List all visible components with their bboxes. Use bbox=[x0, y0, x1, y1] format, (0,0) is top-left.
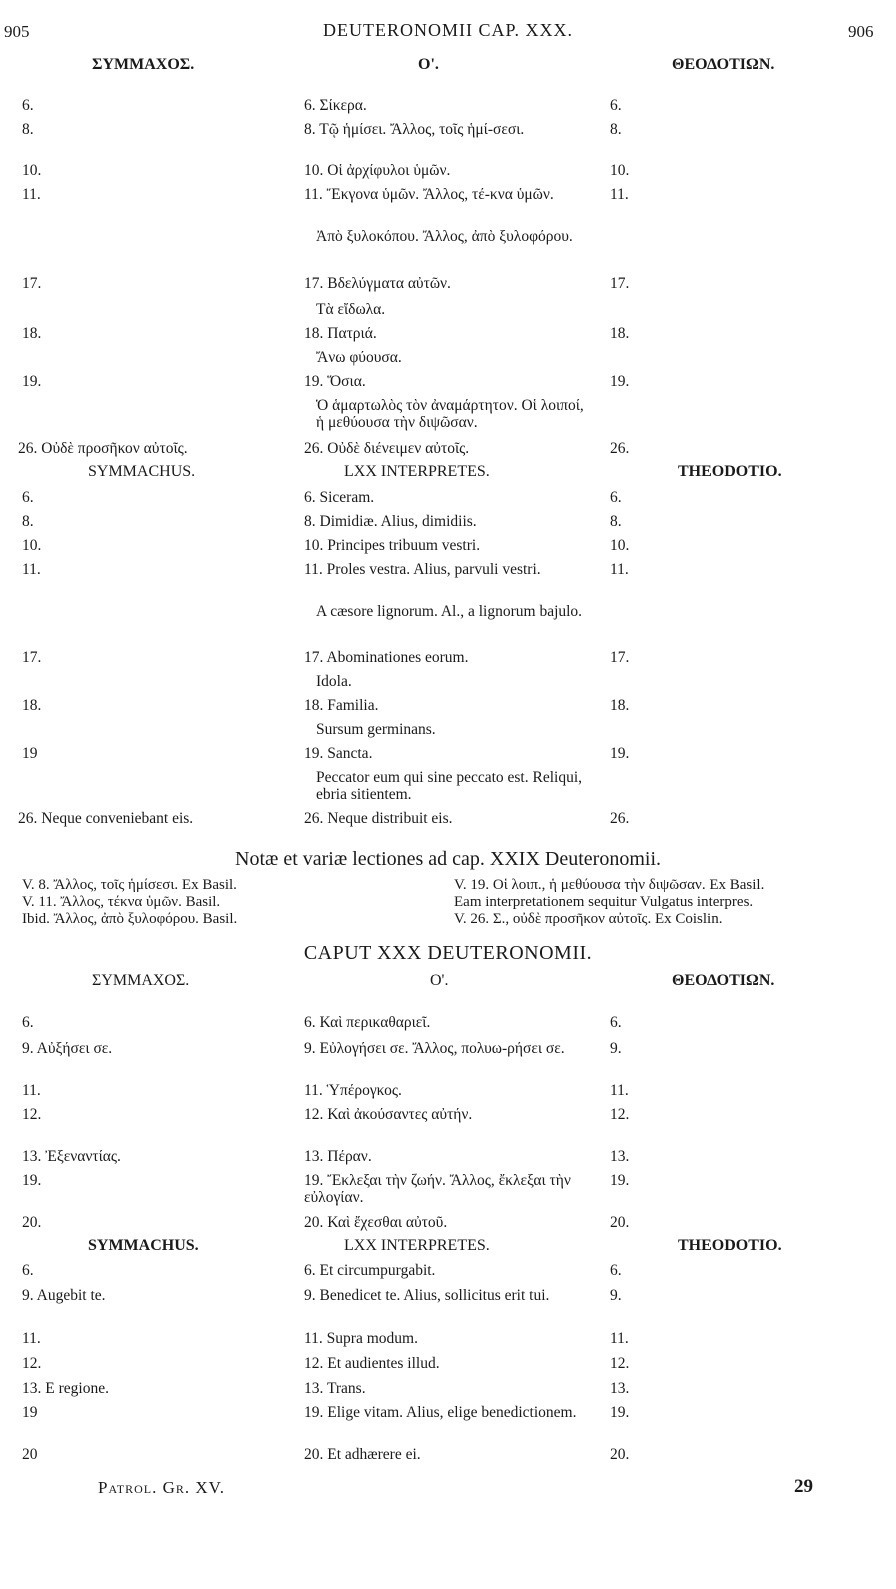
theodotion-cell: 10. bbox=[610, 162, 630, 179]
lxx-cell: Peccator eum qui sine peccato est. Reliqui, ebria sitientem. bbox=[316, 769, 582, 803]
theodotion-cell: 18. bbox=[610, 697, 630, 714]
theodotion-cell: 19. bbox=[610, 1172, 630, 1189]
column-header-lxx-latin: LXX INTERPRETES. bbox=[344, 1237, 490, 1254]
lxx-cell: 6. Σίκερα. bbox=[304, 97, 367, 114]
symmachus-cell: 6. bbox=[22, 97, 34, 114]
lxx-cell: 6. Et circumpurgabit. bbox=[304, 1262, 436, 1279]
theodotion-cell: 12. bbox=[610, 1106, 630, 1123]
symmachus-cell: 9. Augebit te. bbox=[22, 1287, 106, 1304]
lxx-cell: 11. Supra modum. bbox=[304, 1330, 418, 1347]
symmachus-cell: 10. bbox=[22, 537, 42, 554]
lxx-cell: Idola. bbox=[316, 673, 352, 690]
theodotion-cell: 19. bbox=[610, 745, 630, 762]
lxx-cell: A cæsore lignorum. Al., a lignorum bajulo. bbox=[316, 603, 583, 620]
lxx-cell: 17. Abominationes eorum. bbox=[304, 649, 469, 666]
note-left: V. 8. Ἄλλος, τοῖς ἡμίσεσι. Ex Basil. bbox=[22, 877, 237, 893]
signature-mark: Patrol. Gr. XV. bbox=[98, 1478, 226, 1497]
symmachus-cell: 26. Οὐδὲ προσῆκον αὐτοῖς. bbox=[18, 440, 188, 457]
lxx-cell: Ἄνω φύουσα. bbox=[316, 349, 402, 366]
lxx-cell: 19. Ὅσια. bbox=[304, 373, 366, 390]
symmachus-cell: 26. Neque conveniebant eis. bbox=[18, 810, 194, 827]
column-header-theodotion-greek: ΘΕΟΔΟΤΙΩΝ. bbox=[672, 972, 775, 989]
symmachus-cell: 11. bbox=[22, 1330, 41, 1347]
theodotion-cell: 13. bbox=[610, 1380, 630, 1397]
theodotion-cell: 20. bbox=[610, 1214, 630, 1231]
symmachus-cell: 10. bbox=[22, 162, 42, 179]
symmachus-cell: 11. bbox=[22, 1082, 41, 1099]
column-header-theodotion-latin: THEODOTIO. bbox=[678, 463, 782, 480]
lxx-cell: 10. Οἱ ἀρχίφυλοι ὑμῶν. bbox=[304, 162, 451, 179]
lxx-cell: 19. Ἔκλεξαι τὴν ζωήν. Ἄλλος, ἔκλεξαι τὴν εὐλογίαν. bbox=[304, 1172, 571, 1206]
lxx-cell: 8. Τῷ ἡμίσει. Ἄλλος, τοῖς ἡμί-σεσι. bbox=[304, 121, 525, 138]
lxx-cell: 9. Εὐλογήσει σε. Ἄλλος, πολυω-ρήσει σε. bbox=[304, 1040, 565, 1057]
column-header-lxx-greek: Ο'. bbox=[418, 56, 439, 73]
lxx-cell: 26. Οὐδὲ διένειμεν αὐτοῖς. bbox=[304, 440, 470, 457]
lxx-cell: 13. Trans. bbox=[304, 1380, 366, 1397]
symmachus-cell: 12. bbox=[22, 1106, 42, 1123]
notes-title: Notæ et variæ lectiones ad cap. XXIX Deuteronomii. bbox=[235, 848, 661, 870]
theodotion-cell: 9. bbox=[610, 1287, 622, 1304]
theodotion-cell: 6. bbox=[610, 1014, 622, 1031]
symmachus-cell: 17. bbox=[22, 649, 42, 666]
theodotion-cell: 11. bbox=[610, 1082, 629, 1099]
lxx-cell: 20. Καὶ ἔχεσθαι αὐτοῦ. bbox=[304, 1214, 448, 1231]
lxx-cell: 6. Siceram. bbox=[304, 489, 375, 506]
lxx-cell: 18. Πατριά. bbox=[304, 325, 377, 342]
theodotion-cell: 13. bbox=[610, 1148, 630, 1165]
column-header-lxx-greek: Ο'. bbox=[430, 972, 449, 989]
lxx-cell: 11. Ἔκγονα ὑμῶν. Ἄλλος, τέ-κνα ὑμῶν. bbox=[304, 186, 554, 203]
lxx-cell: 11. Proles vestra. Alius, parvuli vestri. bbox=[304, 561, 541, 578]
theodotion-cell: 17. bbox=[610, 649, 630, 666]
symmachus-cell: 13. E regione. bbox=[22, 1380, 109, 1397]
symmachus-cell: 19 bbox=[22, 1404, 38, 1421]
symmachus-cell: 17. bbox=[22, 275, 42, 292]
lxx-cell: 26. Neque distribuit eis. bbox=[304, 810, 453, 827]
lxx-cell: Ὁ ἁμαρτωλὸς τὸν ἀναμάρτητον. Οἱ λοιποί, ἡ μεθύουσα τὴν διψῶσαν. bbox=[316, 397, 584, 431]
theodotion-cell: 8. bbox=[610, 121, 622, 138]
lxx-cell: 19. Sancta. bbox=[304, 745, 373, 762]
column-header-symmachus-latin: SYMMACHUS. bbox=[88, 1237, 199, 1254]
lxx-cell: Sursum germinans. bbox=[316, 721, 436, 738]
lxx-cell: 9. Benedicet te. Alius, sollicitus erit tui. bbox=[304, 1287, 550, 1304]
theodotion-cell: 20. bbox=[610, 1446, 630, 1463]
lxx-cell: Ἀπὸ ξυλοκόπου. Ἄλλος, ἀπὸ ξυλοφόρου. bbox=[316, 228, 573, 245]
symmachus-cell: 19. bbox=[22, 373, 42, 390]
page-number-left: 905 bbox=[4, 22, 30, 41]
theodotion-cell: 8. bbox=[610, 513, 622, 530]
theodotion-cell: 10. bbox=[610, 537, 630, 554]
theodotion-cell: 6. bbox=[610, 489, 622, 506]
theodotion-cell: 6. bbox=[610, 97, 622, 114]
symmachus-cell: 8. bbox=[22, 513, 34, 530]
symmachus-cell: 11. bbox=[22, 561, 41, 578]
column-header-symmachus-latin: SYMMACHUS. bbox=[88, 463, 196, 480]
lxx-cell: 10. Principes tribuum vestri. bbox=[304, 537, 481, 554]
symmachus-cell: 18. bbox=[22, 697, 42, 714]
column-header-lxx-latin: LXX INTERPRETES. bbox=[344, 463, 490, 480]
lxx-cell: 12. Et audientes illud. bbox=[304, 1355, 440, 1372]
theodotion-cell: 18. bbox=[610, 325, 630, 342]
symmachus-cell: 9. Αὐξήσει σε. bbox=[22, 1040, 113, 1057]
theodotion-cell: 26. bbox=[610, 810, 630, 827]
symmachus-cell: 11. bbox=[22, 186, 41, 203]
running-title: DEUTERONOMII CAP. XXX. bbox=[323, 20, 573, 40]
column-header-symmachus-greek: ΣΥΜΜΑΧΟΣ. bbox=[92, 56, 195, 73]
note-left: Ibid. Ἄλλος, ἀπὸ ξυλοφόρου. Basil. bbox=[22, 911, 238, 927]
lxx-cell: 20. Et adhærere ei. bbox=[304, 1446, 421, 1463]
symmachus-cell: 6. bbox=[22, 1262, 34, 1279]
note-right: Eam interpretationem sequitur Vulgatus interpres. bbox=[454, 894, 754, 910]
note-right: V. 19. Οἱ λοιπ., ἡ μεθύουσα τὴν διψῶσαν. Ex Basil. bbox=[454, 877, 765, 893]
theodotion-cell: 11. bbox=[610, 186, 629, 203]
lxx-cell: 19. Elige vitam. Alius, elige benedictionem. bbox=[304, 1404, 577, 1421]
lxx-cell: 12. Καὶ ἀκούσαντες αὐτήν. bbox=[304, 1106, 473, 1123]
column-header-theodotion-latin: THEODOTIO. bbox=[678, 1237, 782, 1254]
symmachus-cell: 8. bbox=[22, 121, 34, 138]
symmachus-cell: 19 bbox=[22, 745, 38, 762]
lxx-cell: 11. Ὑπέρογκος. bbox=[304, 1082, 402, 1099]
symmachus-cell: 18. bbox=[22, 325, 42, 342]
sheet-number: 29 bbox=[794, 1476, 813, 1497]
lxx-cell: 13. Πέραν. bbox=[304, 1148, 372, 1165]
lxx-cell: Τὰ εἴδωλα. bbox=[316, 301, 386, 318]
theodotion-cell: 17. bbox=[610, 275, 630, 292]
note-right: V. 26. Σ., οὐδὲ προσῆκον αὐτοῖς. Ex Coislin. bbox=[454, 911, 723, 927]
column-header-theodotion-greek: ΘΕΟΔΟΤΙΩΝ. bbox=[672, 56, 775, 73]
symmachus-cell: 12. bbox=[22, 1355, 42, 1372]
theodotion-cell: 12. bbox=[610, 1355, 630, 1372]
lxx-cell: 8. Dimidiæ. Alius, dimidiis. bbox=[304, 513, 477, 530]
theodotion-cell: 19. bbox=[610, 373, 630, 390]
theodotion-cell: 6. bbox=[610, 1262, 622, 1279]
theodotion-cell: 26. bbox=[610, 440, 630, 457]
symmachus-cell: 13. Ἐξεναντίας. bbox=[22, 1148, 121, 1165]
theodotion-cell: 11. bbox=[610, 561, 629, 578]
lxx-cell: 18. Familia. bbox=[304, 697, 379, 714]
column-header-symmachus-greek: ΣΥΜΜΑΧΟΣ. bbox=[92, 972, 190, 989]
symmachus-cell: 6. bbox=[22, 489, 34, 506]
page-number-right: 906 bbox=[848, 22, 874, 41]
theodotion-cell: 19. bbox=[610, 1404, 630, 1421]
lxx-cell: 17. Βδελύγματα αὐτῶν. bbox=[304, 275, 451, 292]
symmachus-cell: 20. bbox=[22, 1214, 42, 1231]
symmachus-cell: 6. bbox=[22, 1014, 34, 1031]
lxx-cell: 6. Καὶ περικαθαριεῖ. bbox=[304, 1014, 431, 1031]
caput-title: CAPUT XXX DEUTERONOMII. bbox=[303, 942, 593, 964]
symmachus-cell: 19. bbox=[22, 1172, 42, 1189]
theodotion-cell: 9. bbox=[610, 1040, 622, 1057]
symmachus-cell: 20 bbox=[22, 1446, 38, 1463]
theodotion-cell: 11. bbox=[610, 1330, 629, 1347]
note-left: V. 11. Ἄλλος, τέκνα ὑμῶν. Basil. bbox=[22, 894, 221, 910]
